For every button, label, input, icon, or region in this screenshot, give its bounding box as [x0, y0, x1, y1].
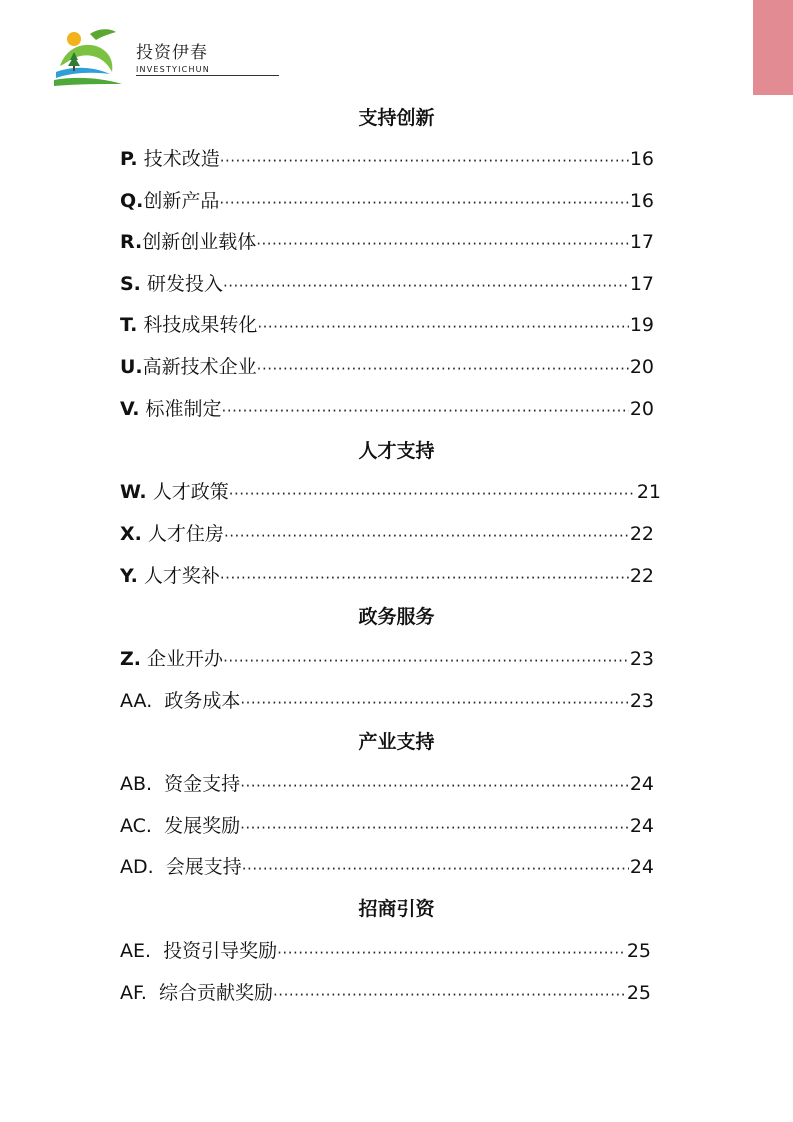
toc-entry-key: AB. — [120, 773, 153, 795]
dot-leader — [256, 229, 629, 255]
toc-entry-page: 24 — [629, 773, 654, 795]
brand-name-en: INVESTYICHUN — [136, 65, 210, 74]
toc-entry-label: 标准制定 — [145, 398, 222, 420]
toc-entry-key: X. — [120, 523, 142, 545]
toc-entry-key: Y. — [120, 565, 138, 587]
toc-entry[interactable] — [120, 854, 654, 880]
toc-entry[interactable] — [120, 771, 654, 797]
toc-entry-page: 19 — [629, 314, 654, 336]
toc-entry-key: U. — [120, 356, 143, 378]
toc-entry-label: 创新产品 — [143, 190, 220, 212]
toc-entry-label: 人才住房 — [147, 523, 224, 545]
toc-entry[interactable] — [120, 229, 654, 255]
toc-entry-key: AD. — [120, 856, 154, 878]
brand-name-cn: 投资伊春 — [136, 43, 208, 63]
toc-entry-label: 创新创业载体 — [142, 231, 257, 253]
dot-leader — [229, 479, 636, 505]
brand-underline — [136, 75, 279, 76]
toc-entry[interactable] — [120, 396, 654, 422]
toc-entry-label: 政务成本 — [164, 690, 241, 712]
dot-leader — [222, 396, 629, 422]
section-title: 招商引资 — [358, 898, 435, 920]
toc-entry-key: S. — [120, 273, 141, 295]
dot-leader — [242, 854, 629, 880]
toc-entry-label: 企业开办 — [147, 648, 224, 670]
toc-entry[interactable] — [120, 813, 654, 839]
toc-entry-page: 23 — [629, 690, 654, 712]
toc-entry-page: 24 — [629, 815, 654, 837]
toc-entry-page: 25 — [626, 982, 651, 1004]
dot-leader — [220, 146, 629, 172]
toc-entry-label: 高新技术企业 — [142, 356, 257, 378]
toc-entry[interactable] — [120, 479, 661, 505]
toc-entry-page: 17 — [629, 273, 654, 295]
toc-entry-page: 23 — [629, 648, 654, 670]
toc-entry-page: 21 — [636, 481, 661, 503]
toc-entry-page: 20 — [629, 356, 654, 378]
toc-entry-page: 25 — [626, 940, 651, 962]
dot-leader — [220, 563, 629, 589]
toc-entry-label: 技术改造 — [143, 148, 220, 170]
toc-entry-key: AC. — [120, 815, 152, 837]
toc-entry-page: 22 — [629, 523, 654, 545]
toc-entry-label: 人才政策 — [152, 481, 229, 503]
toc-entry-key: W. — [120, 481, 147, 503]
toc-entry-key: AE. — [120, 940, 152, 962]
toc-entry-page: 17 — [629, 231, 654, 253]
dot-leader — [240, 771, 629, 797]
dot-leader — [219, 188, 628, 214]
dot-leader — [277, 938, 626, 964]
toc-entry[interactable] — [120, 354, 654, 380]
toc-entry-key: Z. — [120, 648, 141, 670]
toc-entry-label: 人才奖补 — [143, 565, 220, 587]
toc-entry[interactable] — [120, 271, 654, 297]
toc-entry-key: R. — [120, 231, 143, 253]
section-title: 产业支持 — [358, 731, 435, 753]
section-title: 政务服务 — [358, 606, 435, 628]
toc-entry-key: AF. — [120, 982, 147, 1004]
toc-entry-label: 会展支持 — [165, 856, 242, 878]
toc-entry-page: 20 — [629, 398, 654, 420]
toc-entry[interactable] — [120, 188, 654, 214]
dot-leader — [223, 271, 629, 297]
toc-entry-key: Q. — [120, 190, 144, 212]
toc-entry-label: 科技成果转化 — [143, 314, 258, 336]
toc-entry-label: 研发投入 — [146, 273, 223, 295]
dot-leader — [240, 813, 629, 839]
toc-entry-page: 22 — [629, 565, 654, 587]
toc-entry[interactable] — [120, 521, 654, 547]
toc-entry[interactable] — [120, 688, 654, 714]
dot-leader — [240, 688, 628, 714]
toc-entry[interactable] — [120, 563, 654, 589]
toc-entry-label: 投资引导奖励 — [163, 940, 278, 962]
toc-entry-key: P. — [120, 148, 138, 170]
corner-accent-tab — [753, 0, 793, 95]
toc-entry[interactable] — [120, 146, 654, 172]
toc-entry-key: AA. — [120, 690, 153, 712]
toc-entry-key: T. — [120, 314, 138, 336]
section-title: 支持创新 — [358, 107, 435, 129]
toc-entry[interactable] — [120, 938, 651, 964]
toc-entry-page: 24 — [629, 856, 654, 878]
toc-entry-label: 资金支持 — [164, 773, 241, 795]
toc-entry-key: V. — [120, 398, 140, 420]
toc-entry-page: 16 — [629, 148, 654, 170]
dot-leader — [273, 980, 626, 1006]
toc-entry[interactable] — [120, 980, 651, 1006]
toc-entry[interactable] — [120, 312, 654, 338]
dot-leader — [257, 354, 629, 380]
toc-entry-label: 发展奖励 — [164, 815, 241, 837]
section-title: 人才支持 — [358, 440, 435, 462]
toc-entry-label: 综合贡献奖励 — [159, 982, 274, 1004]
toc-entry[interactable] — [120, 646, 654, 672]
yichun-landscape-logo-icon — [52, 26, 134, 88]
dot-leader — [224, 521, 629, 547]
dot-leader — [257, 312, 628, 338]
toc-entry-page: 16 — [629, 190, 654, 212]
dot-leader — [223, 646, 629, 672]
